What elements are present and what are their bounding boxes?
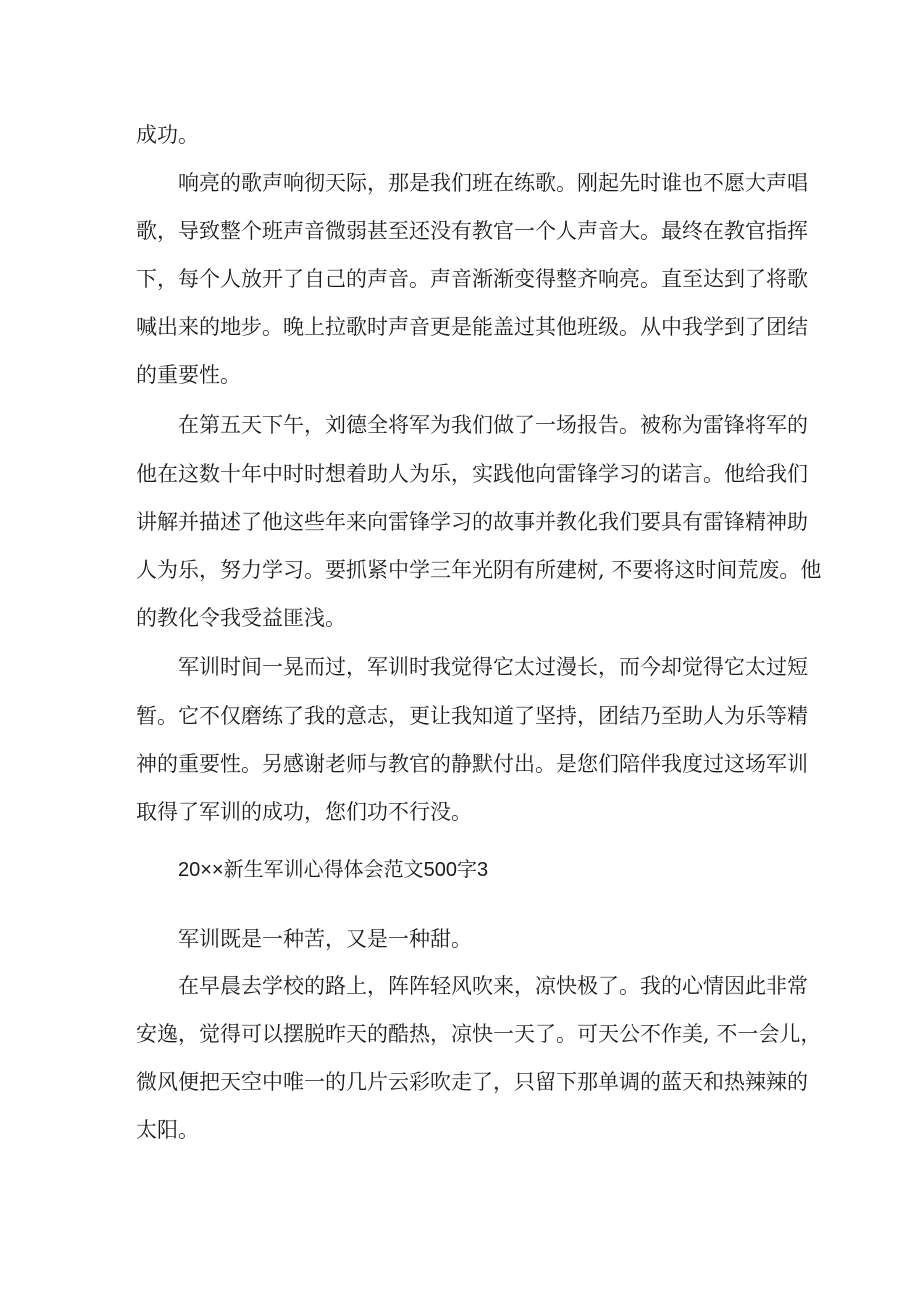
paragraph-3-line-4: 人为乐，努力学习。要抓紧中学三年光阴有所建树, 不要将这时间荒废。他 <box>136 558 822 582</box>
paragraph-5-line-1: 军训既是一种苦，又是一种甜。 <box>178 927 472 951</box>
paragraph-1-line-1: 成功。 <box>136 123 199 147</box>
paragraph-4-line-2: 暂。它不仅磨练了我的意志，更让我知道了坚持，团结乃至助人为乐等精 <box>136 704 808 728</box>
paragraph-2-line-5: 的重要性。 <box>136 363 241 387</box>
paragraph-3-line-5: 的教化令我受益匪浅。 <box>136 606 346 630</box>
paragraph-3-line-1: 在第五天下午，刘德全将军为我们做了一场报告。被称为雷锋将军的 <box>178 413 808 437</box>
paragraph-4-line-3: 神的重要性。另感谢老师与教官的静默付出。是您们陪伴我度过这场军训 <box>136 752 808 776</box>
paragraph-3-line-3: 讲解并描述了他这些年来向雷锋学习的故事并教化我们要具有雷锋精神助 <box>136 510 808 534</box>
paragraph-6-line-3: 微风便把天空中唯一的几片云彩吹走了，只留下那单调的蓝天和热辣辣的 <box>136 1070 808 1094</box>
paragraph-2-line-2: 歌，导致整个班声音微弱甚至还没有教官一个人声音大。最终在教官指挥 <box>136 219 808 243</box>
section-heading: 20××新生军训心得体会范文500字3 <box>178 859 489 881</box>
paragraph-2-line-1: 响亮的歌声响彻天际，那是我们班在练歌。刚起先时谁也不愿大声唱 <box>178 171 808 195</box>
paragraph-4-line-4: 取得了军训的成功，您们功不行没。 <box>136 800 472 824</box>
paragraph-4-line-1: 军训时间一晃而过，军训时我觉得它太过漫长，而今却觉得它太过短 <box>178 655 808 679</box>
paragraph-2-line-3: 下，每个人放开了自己的声音。声音渐渐变得整齐响亮。直至达到了将歌 <box>136 267 808 291</box>
paragraph-6-line-2: 安逸，觉得可以摆脱昨天的酷热，凉快一天了。可天公不作美, 不一会儿， <box>136 1022 822 1046</box>
paragraph-6-line-4: 太阳。 <box>136 1118 199 1142</box>
paragraph-2-line-4: 喊出来的地步。晚上拉歌时声音更是能盖过其他班级。从中我学到了团结 <box>136 315 808 339</box>
paragraph-3-line-2: 他在这数十年中时时想着助人为乐，实践他向雷锋学习的诺言。他给我们 <box>136 462 808 486</box>
paragraph-6-line-1: 在早晨去学校的路上，阵阵轻风吹来，凉快极了。我的心情因此非常 <box>178 974 808 998</box>
